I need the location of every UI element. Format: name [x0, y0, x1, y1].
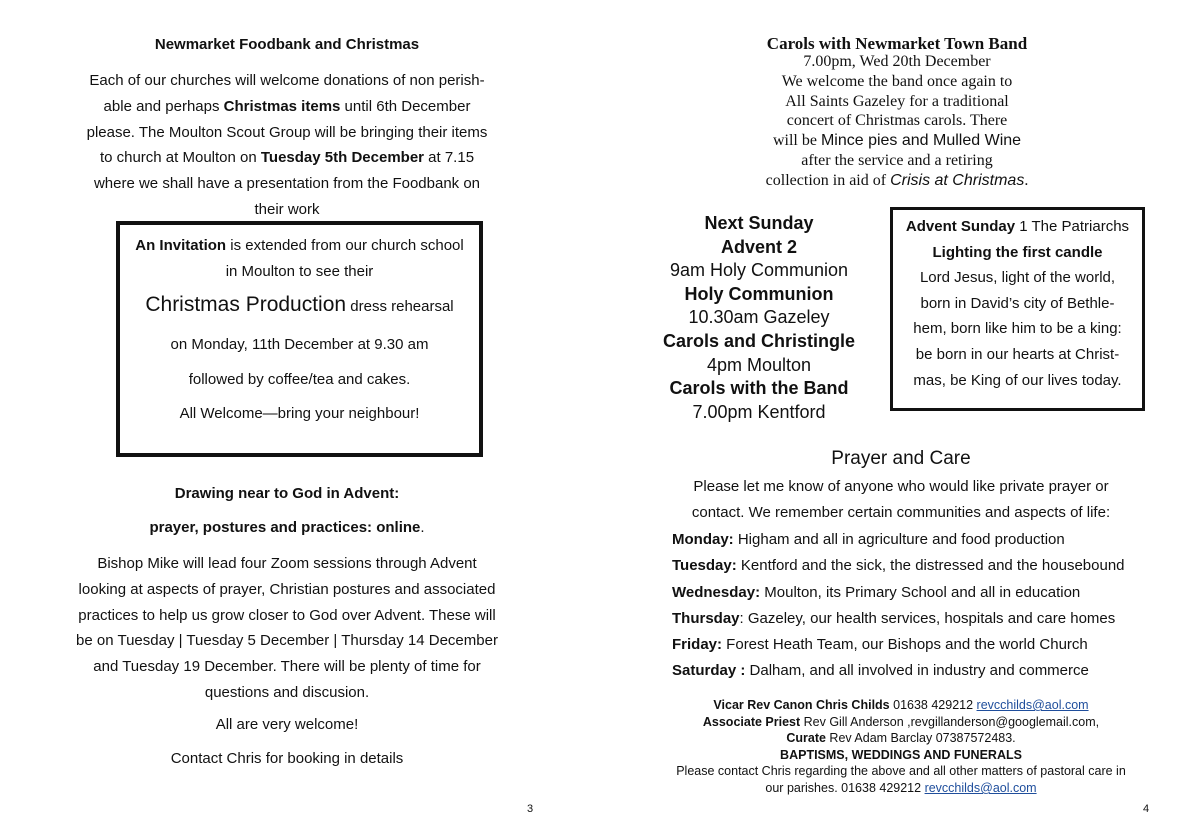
- drawing-near-body: [42, 551, 532, 706]
- foodbank-title: Newmarket Foodbank and Christmas: [154, 36, 420, 53]
- drawing-near-contact: Contact Chris for booking in details: [170, 750, 404, 767]
- carols-line: after the service and a retiring: [801, 151, 993, 169]
- prayer-day-item: Tuesday: Kentford and the sick, the distressed and the housebound: [672, 557, 1125, 575]
- prayer-care-title: Prayer and Care: [831, 448, 971, 469]
- prayer-care-intro: [661, 474, 1141, 526]
- invitation-date: on Monday, 11th December at 9.30 am: [170, 336, 429, 353]
- schedule-line: Holy Communion: [684, 283, 834, 304]
- body-line: questions and discusion.: [204, 683, 370, 701]
- please-line: Please contact Chris regarding the above and all other matters of pastoral care in: [676, 764, 1126, 779]
- advent-prayer-line: born in David’s city of Bethle-: [920, 294, 1115, 312]
- foodbank-line: where we shall have a presentation from the Foodbank on: [93, 175, 481, 193]
- curate-line: Curate Rev Adam Barclay 07387572483.: [786, 731, 1016, 746]
- advent-prayer-line: Lord Jesus, light of the world,: [919, 269, 1116, 287]
- advent-prayer-line: hem, born like him to be a king:: [913, 320, 1122, 338]
- prayer-day-item: Friday: Forest Heath Team, our Bishops and the world Church: [672, 636, 1088, 654]
- contacts-block: [651, 697, 1151, 797]
- prayer-day-item: Thursday: Gazeley, our health services, hospitals and care homes: [672, 609, 1116, 627]
- body-line: Bishop Mike will lead four Zoom sessions through Advent: [97, 555, 477, 572]
- carols-line: All Saints Gazeley for a traditional: [785, 92, 1009, 110]
- invitation-production: Christmas Production dress rehearsal: [145, 293, 454, 316]
- carols-line: will be Mince pies and Mulled Wine: [772, 132, 1022, 150]
- schedule-line: 4pm Moulton: [706, 354, 812, 375]
- foodbank-line: to church at Moulton on Tuesday 5th December at 7.15: [99, 149, 475, 167]
- vicar-line: Vicar Rev Canon Chris Childs 01638 429212 revcchilds@aol.com: [713, 698, 1089, 712]
- foodbank-line: their work: [254, 200, 320, 218]
- prayer-day-item: Saturday : Dalham, and all involved in industry and commerce: [672, 662, 1089, 680]
- drawing-near-welcome: All are very welcome!: [215, 716, 359, 733]
- advent-prayer-line: be born in our hearts at Christ-: [915, 345, 1120, 363]
- drawing-near-subtitle: prayer, postures and practices: online.: [149, 519, 425, 536]
- body-line: and Tuesday 19 December. There will be plenty of time for: [93, 658, 481, 676]
- pastoral-email-link[interactable]: revcchilds@aol.com: [924, 780, 1037, 795]
- advent-subheading: Lighting the first candle: [932, 243, 1103, 261]
- carols-line: We welcome the band once again to: [781, 72, 1013, 90]
- body-line: be on Tuesday | Tuesday 5 December | Thursday 14 December: [76, 632, 498, 650]
- body-line: practices to help us grow closer to God over Advent. These will: [78, 606, 496, 624]
- vicar-email-link[interactable]: revcchilds@aol.com: [976, 698, 1089, 712]
- invitation-welcome: All Welcome—bring your neighbour!: [179, 405, 420, 422]
- foodbank-line: able and perhaps Christmas items until 6th December: [103, 97, 471, 115]
- invitation-box: [116, 221, 483, 457]
- page-number: 3: [527, 803, 534, 815]
- invitation-refreshments: followed by coffee/tea and cakes.: [188, 371, 411, 388]
- schedule-line: Carols with the Band: [669, 378, 849, 399]
- body-line: looking at aspects of prayer, Christian postures and associated: [78, 580, 496, 598]
- prayer-day-item: Monday: Higham and all in agriculture and food production: [672, 531, 1065, 548]
- foodbank-body: [58, 68, 516, 223]
- carols-body: [691, 52, 1103, 191]
- schedule-line: Carols and Christingle: [662, 330, 856, 351]
- carols-line: concert of Christmas carols. There: [786, 112, 1008, 130]
- page-number: 4: [1143, 803, 1150, 815]
- service-schedule: [639, 212, 879, 424]
- schedule-line: 10.30am Gazeley: [688, 307, 830, 328]
- right-page: [591, 0, 1182, 828]
- drawing-near-title: Drawing near to God in Advent:: [174, 485, 400, 502]
- advent-prayer-line: mas, be King of our lives today.: [913, 371, 1122, 389]
- advent-heading: Advent Sunday 1 The Patriarchs: [905, 218, 1130, 235]
- schedule-line: Advent 2: [720, 236, 798, 257]
- schedule-line: Next Sunday: [704, 213, 814, 233]
- foodbank-line: please. The Moulton Scout Group will be bringing their items: [86, 123, 488, 141]
- carols-title: Carols with Newmarket Town Band: [766, 34, 1028, 53]
- schedule-line: 9am Holy Communion: [669, 260, 849, 281]
- intro-line: contact. We remember certain communities and aspects of life:: [691, 503, 1111, 521]
- carols-line: 7.00pm, Wed 20th December: [803, 53, 991, 70]
- intro-line: Please let me know of anyone who would like private prayer or: [693, 478, 1109, 495]
- bwf-line: BAPTISMS, WEDDINGS AND FUNERALS: [780, 747, 1022, 762]
- please-line-2: our parishes. 01638 429212 revcchilds@aol.com: [765, 780, 1037, 795]
- prayer-days-list: [672, 527, 1152, 685]
- advent-sunday-box: [890, 207, 1145, 411]
- prayer-day-item: Wednesday: Moulton, its Primary School and all in education: [672, 583, 1081, 601]
- invitation-intro: An Invitation is extended from our church school in Moulton to see their: [135, 237, 464, 280]
- carols-line: collection in aid of Crisis at Christmas.: [765, 171, 1029, 189]
- foodbank-line: Each of our churches will welcome donations of non perish-: [89, 72, 485, 89]
- associate-line: Associate Priest Rev Gill Anderson ,revgillanderson@googlemail.com,: [702, 714, 1100, 729]
- schedule-line: 7.00pm Kentford: [692, 401, 826, 422]
